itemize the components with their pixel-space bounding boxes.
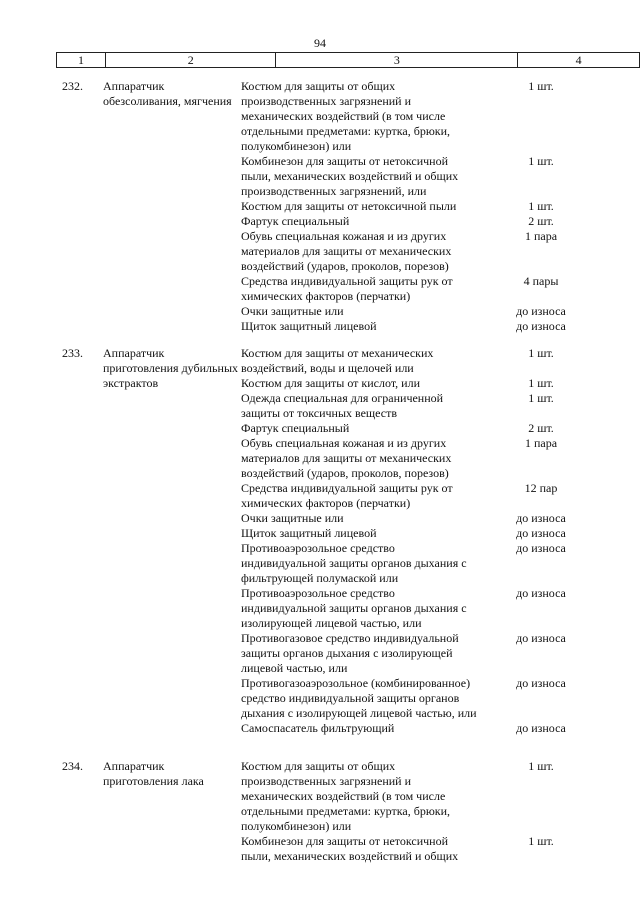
ppe-item-quantity: 1 шт. [528, 376, 554, 390]
profession-name: Аппаратчик обезсоливания, мягчения [103, 79, 232, 108]
ppe-item [241, 304, 640, 319]
entry-number: 234. [62, 759, 83, 773]
column-header-2: 2 [106, 53, 276, 68]
ppe-item-quantity: 1 шт. [528, 834, 554, 848]
ppe-item [241, 526, 640, 541]
ppe-item [241, 586, 640, 631]
ppe-item-name: Щиток защитный лицевой [241, 526, 377, 540]
ppe-item-quantity: 4 пары [523, 274, 559, 288]
ppe-item [241, 541, 640, 586]
column-header-3: 3 [276, 53, 518, 68]
ppe-item-quantity: 1 шт. [528, 346, 554, 360]
ppe-item [241, 391, 640, 421]
ppe-item-quantity: до износа [516, 586, 566, 600]
ppe-item [241, 319, 640, 334]
ppe-item [241, 274, 640, 304]
profession-name: Аппаратчик приготовления дубильных экстрактов [103, 346, 238, 390]
ppe-item-quantity: 12 пар [524, 481, 558, 495]
ppe-item [241, 229, 640, 274]
ppe-item [241, 759, 640, 834]
ppe-item-quantity: 1 шт. [528, 79, 554, 93]
profession-name: Аппаратчик приготовления лака [103, 759, 204, 788]
ppe-item [241, 481, 640, 511]
ppe-item-name: Средства индивидуальной защиты рук от химических факторов (перчатки) [241, 481, 453, 510]
ppe-item-quantity: 2 шт. [528, 214, 554, 228]
ppe-item-name: Противогазовое средство индивидуальной защиты органов дыхания с изолирующей лицевой частью, или [241, 631, 459, 675]
ppe-item [241, 511, 640, 526]
ppe-item-name: Фартук специальный [241, 421, 350, 435]
ppe-item-quantity: до износа [516, 631, 566, 645]
entry-number: 233. [62, 346, 83, 360]
ppe-item-list [241, 346, 640, 736]
ppe-item-quantity: 1 пара [524, 436, 558, 450]
ppe-item-name: Костюм для защиты от общих производственных загрязнений и механических воздействий (в том числе отдельными предметами: куртка, брюки, полукомбинезон) или [241, 759, 451, 833]
ppe-item-name: Костюм для защиты от кислот, или [241, 376, 420, 390]
page-number: 94 [314, 36, 326, 50]
ppe-item [241, 79, 640, 154]
ppe-item-quantity: до износа [516, 526, 566, 540]
ppe-item-name: Комбинезон для защиты от нетоксичной пыли, механических воздействий и общих производственных загрязнений, или [241, 154, 459, 198]
entry-number: 232. [62, 79, 83, 93]
ppe-item-quantity: до износа [516, 676, 566, 690]
ppe-item-quantity: 1 пара [524, 229, 558, 243]
ppe-item-name: Костюм для защиты от нетоксичной пыли [241, 199, 457, 213]
ppe-item [241, 676, 640, 721]
ppe-item-quantity: 1 шт. [528, 391, 554, 405]
column-header-row [56, 52, 640, 68]
ppe-item [241, 834, 640, 864]
ppe-item-name: Самоспасатель фильтрующий [241, 721, 395, 735]
ppe-item-name: Противоаэрозольное средство индивидуальной защиты органов дыхания с изолирующей лицевой частью, или [241, 586, 467, 630]
ppe-item-name: Обувь специальная кожаная и из других материалов для защиты от механических воздействий (ударов, проколов, порезов) [241, 229, 452, 273]
ppe-item-name: Средства индивидуальной защиты рук от химических факторов (перчатки) [241, 274, 453, 303]
ppe-item [241, 376, 640, 391]
ppe-item [241, 721, 640, 736]
ppe-item [241, 436, 640, 481]
ppe-item-quantity: до износа [516, 511, 566, 525]
ppe-item-quantity: до износа [516, 304, 566, 318]
ppe-item-quantity: до износа [516, 319, 566, 333]
ppe-item-name: Обувь специальная кожаная и из других материалов для защиты от механических воздействий (ударов, проколов, порезов) [241, 436, 452, 480]
ppe-item-name: Комбинезон для защиты от нетоксичной пыли, механических воздействий и общих [241, 834, 459, 863]
ppe-item-quantity: 1 шт. [528, 154, 554, 168]
ppe-item-name: Костюм для защиты от механических воздействий, воды и щелочей или [241, 346, 434, 375]
ppe-item [241, 631, 640, 676]
ppe-item [241, 214, 640, 229]
ppe-item-name: Противоаэрозольное средство индивидуальной защиты органов дыхания с фильтрующей полумаской или [241, 541, 467, 585]
ppe-item-quantity: 1 шт. [528, 199, 554, 213]
ppe-item-list [241, 79, 640, 334]
column-header-1: 1 [57, 53, 106, 68]
column-header-4: 4 [518, 53, 640, 68]
ppe-item-name: Фартук специальный [241, 214, 350, 228]
ppe-item [241, 199, 640, 214]
ppe-item-quantity: 1 шт. [528, 759, 554, 773]
ppe-item-list [241, 759, 640, 864]
ppe-item-name: Очки защитные или [241, 511, 344, 525]
ppe-item-name: Очки защитные или [241, 304, 344, 318]
ppe-item-name: Щиток защитный лицевой [241, 319, 377, 333]
ppe-item [241, 346, 640, 376]
ppe-item-quantity: до износа [516, 721, 566, 735]
ppe-item-name: Костюм для защиты от общих производственных загрязнений и механических воздействий (в том числе отдельными предметами: куртка, брюки, полукомбинезон) или [241, 79, 451, 153]
ppe-item-name: Противогазоаэрозольное (комбинированное) средство индивидуальной защиты органов дыхания с изолирующей лицевой частью, или [241, 676, 477, 720]
ppe-item-quantity: 2 шт. [528, 421, 554, 435]
ppe-item-name: Одежда специальная для ограниченной защиты от токсичных веществ [241, 391, 444, 420]
ppe-item-quantity: до износа [516, 541, 566, 555]
ppe-item [241, 154, 640, 199]
ppe-item [241, 421, 640, 436]
